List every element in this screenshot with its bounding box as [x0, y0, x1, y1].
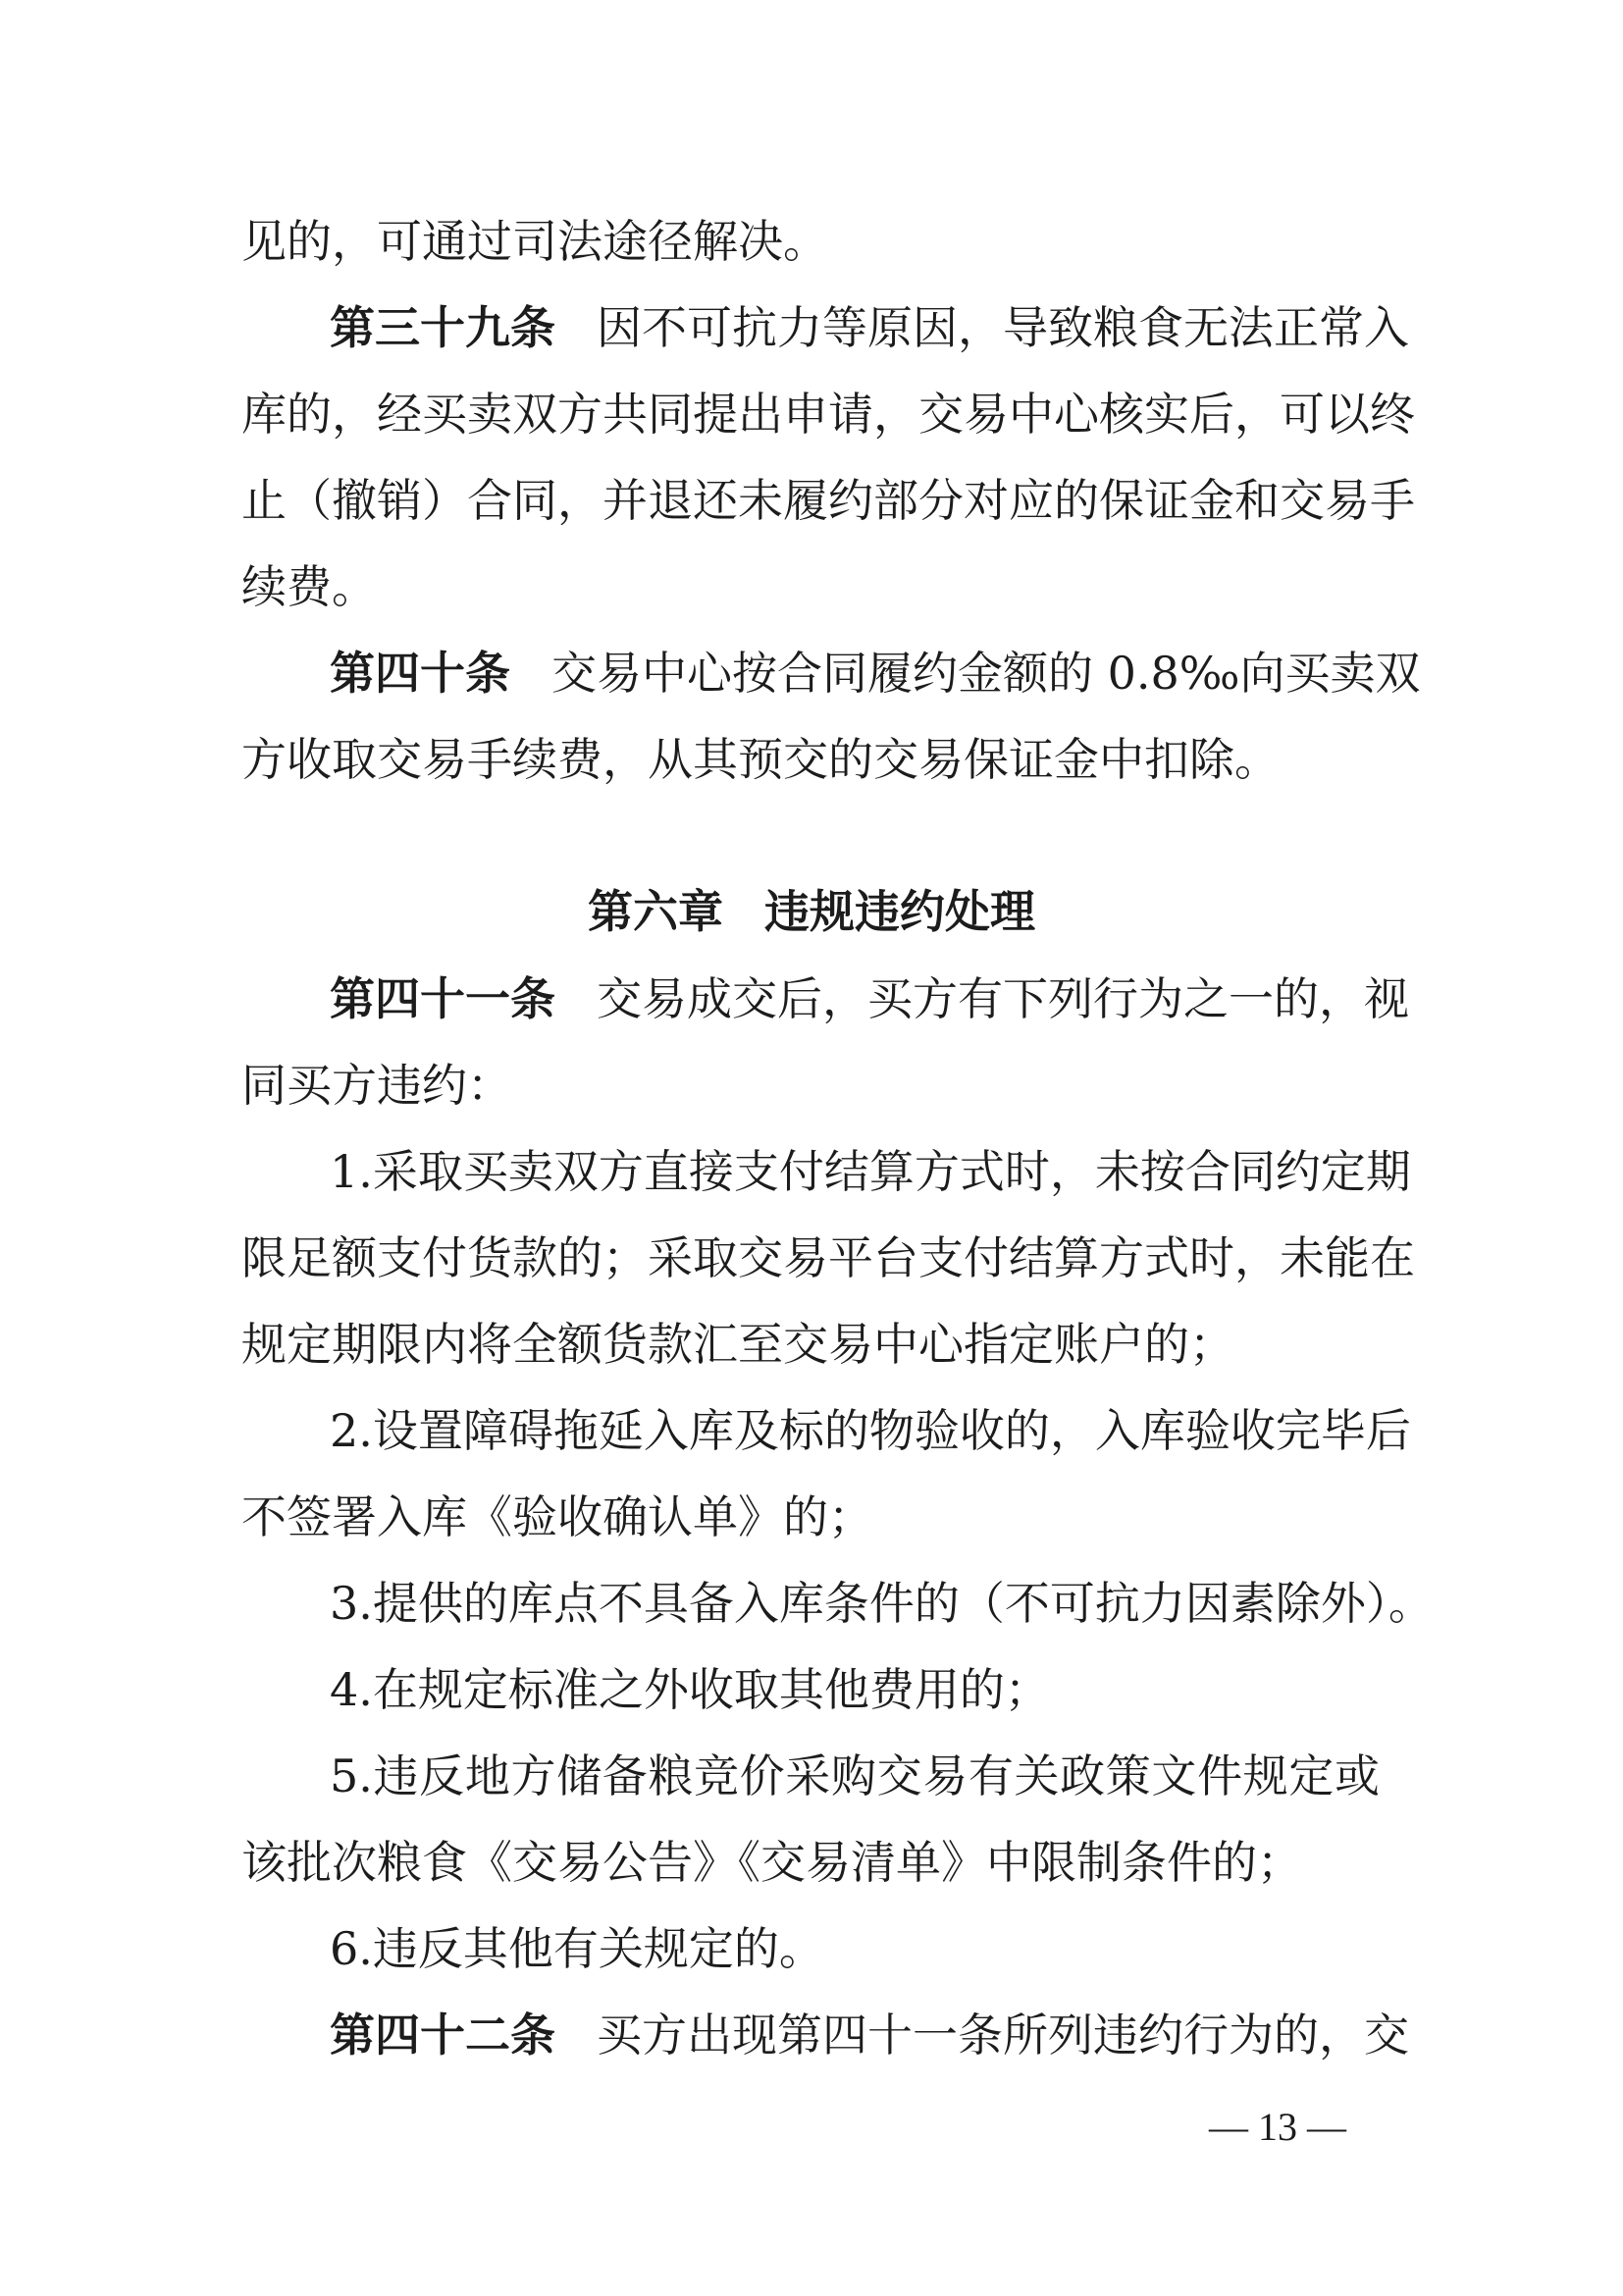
list-item-1-line-2: 限足额支付货款的；采取交易平台支付结算方式时，未能在: [241, 1231, 1415, 1284]
article-number: 第四十二条: [330, 2009, 555, 2061]
page-number: — 13 —: [1209, 2105, 1346, 2149]
article-41-line-2: 同买方违约：: [241, 1059, 512, 1112]
article-40-line-2: 方收取交易手续费，从其预交的交易保证金中扣除。: [241, 733, 1280, 786]
paragraph-line: 见的，可通过司法途径解决。: [241, 215, 828, 268]
list-item-2-line-2: 不签署入库《验收确认单》的；: [241, 1490, 873, 1543]
article-39-line-4: 续费。: [241, 560, 377, 613]
article-40-line-1: 第四十条 交易中心按合同履约金额的 0.8‰向买卖双: [330, 647, 1421, 700]
article-39-line-1: 第三十九条 因不可抗力等原因，导致粮食无法正常入: [330, 301, 1409, 354]
list-item-3: 3.提供的库点不具备入库条件的（不可抗力因素除外）。: [330, 1577, 1434, 1630]
list-item-1-line-3: 规定期限内将全额货款汇至交易中心指定账户的；: [241, 1318, 1234, 1371]
list-item-5-line-2: 该批次粮食《交易公告》《交易清单》中限制条件的；: [241, 1836, 1302, 1889]
chapter-number: 第六章: [588, 885, 723, 938]
article-number: 第三十九条: [330, 301, 555, 354]
list-item-5-line-1: 5.违反地方储备粮竞价采购交易有关政策文件规定或: [330, 1749, 1380, 1802]
list-item-1-line-1: 1.采取买卖双方直接支付结算方式时，未按合同约定期: [330, 1145, 1411, 1198]
article-number: 第四十一条: [330, 972, 555, 1025]
list-item-4: 4.在规定标准之外收取其他费用的；: [330, 1663, 1050, 1716]
article-number: 第四十条: [330, 647, 510, 700]
chapter-title: 违规违约处理: [764, 885, 1035, 938]
list-item-2-line-1: 2.设置障碍拖延入库及标的物验收的，入库验收完毕后: [330, 1404, 1411, 1457]
article-42-line-1: 第四十二条 买方出现第四十一条所列违约行为的，交: [330, 2009, 1409, 2061]
article-39-line-2: 库的，经买卖双方共同提出申请，交易中心核实后，可以终: [241, 388, 1415, 441]
list-item-6: 6.违反其他有关规定的。: [330, 1922, 824, 1975]
article-41-line-1: 第四十一条 交易成交后，买方有下列行为之一的，视: [330, 972, 1409, 1025]
article-39-line-3: 止（撤销）合同，并退还未履约部分对应的保证金和交易手: [241, 474, 1415, 527]
chapter-heading: [0, 880, 1623, 943]
